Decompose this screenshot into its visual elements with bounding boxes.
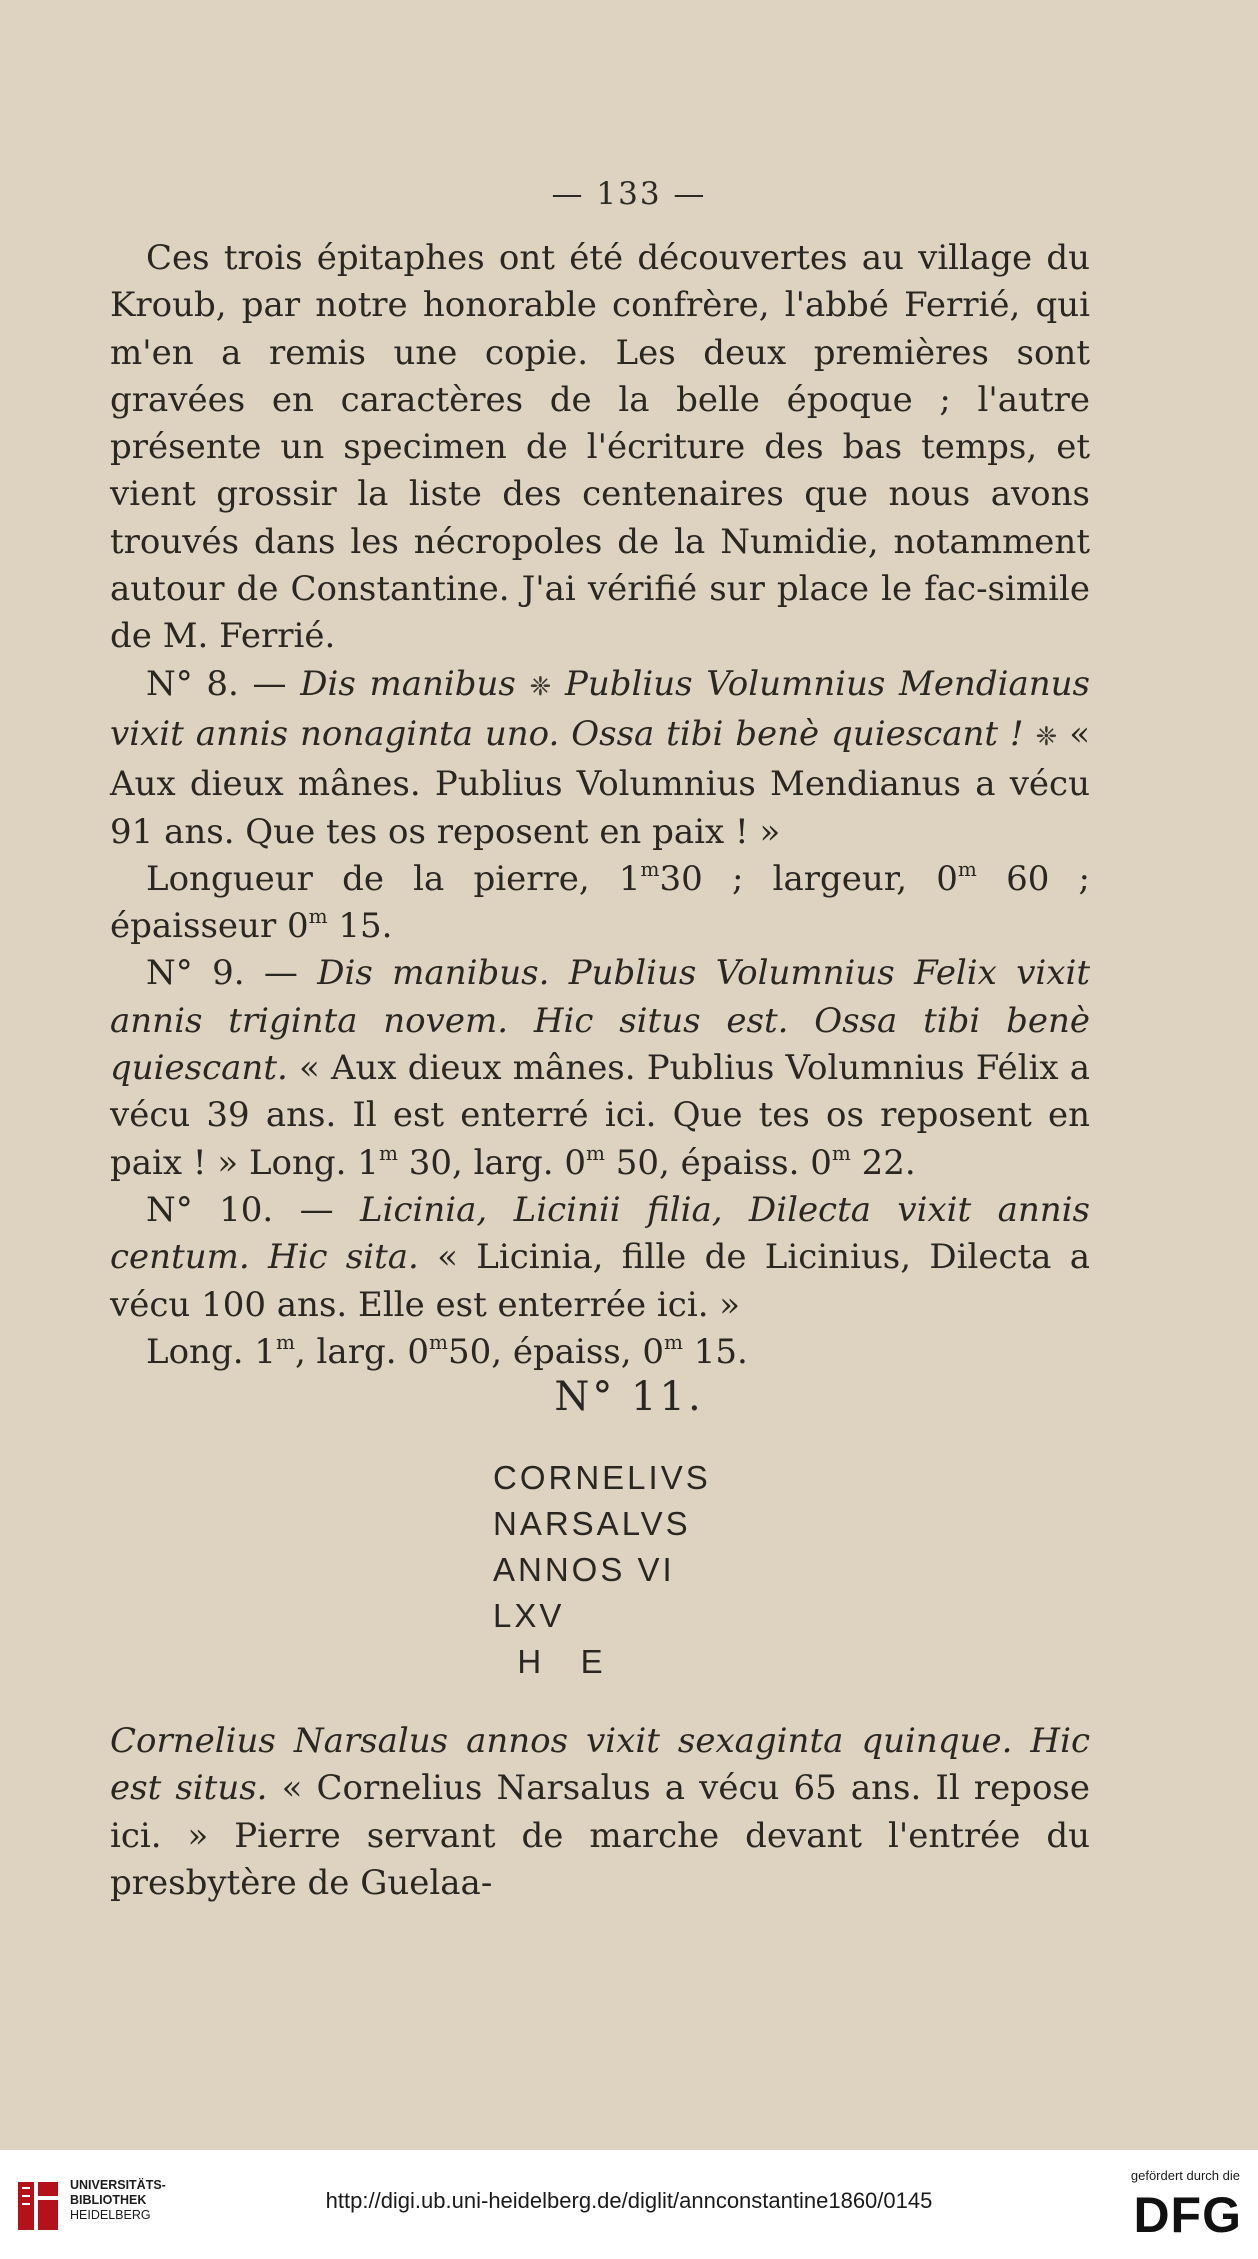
entry-11-translation [110,1718,1090,1907]
entry-10 [110,1187,1090,1329]
entry-10-label: N° 10. — [146,1189,334,1230]
inscription-line: H E [493,1643,606,1680]
entry-10-dimensions: Long. 1$^m$, larg. 0$^m$50, épaiss, 0$^m$ 15. [146,1329,748,1372]
page-number: — 133 — [551,176,707,212]
inscription-line: LXV [493,1597,565,1634]
entry-8-label: N° 8. — [146,663,287,704]
paragraph-intro: Ces trois épitaphes ont été découvertes au village du Kroub, par notre honorable confrère, l'abbé Ferrié, qui m'en a remis une copie. Les deux premières sont gravées en caractères de la belle époque ; l'autre présente un specimen de l'écriture des bas temps, et vient grossir la liste des centenaires que nous avons trouvés dans les nécropoles de la Numidie, notamment autour de Constantine. J'ai vérifié sur place le fac-simile de M. Ferrié. [110,238,1090,657]
inscription-block [493,1455,711,1685]
entry-11-latin: Cornelius Narsalus annos vixit sexaginta quinque. Hic est situs. [110,1721,1090,1809]
library-name: UNIVERSITÄTS- BIBLIOTHEK HEIDELBERG [70,2178,166,2222]
entry-9: N° 9. — Dis manibus. Publius Volumnius Felix vixit annis triginta novem. Hic situs est. Ossa tibi benè quiescant. « Aux dieux mânes. Publius Volumnius Félix a vécu 39 ans. Il est enterré ici. Que tes os reposent en paix ! » Long. 1$^m$ 30, larg. 0$^m$ 50, épaiss. 0$^m$ 22. [110,953,1090,1183]
dfg-logo: DFG [1133,2187,1242,2243]
entry-8-latin-a: Dis manibus [300,663,516,704]
entry-10-latin: Licinia, Licinii filia, Dilecta vixit annis centum. Hic sita. [110,1189,1091,1278]
entry-8-dimensions: Longueur de la pierre, 1$^m$30 ; largeur, 0$^m$ 60 ; épaisseur 0$^m$ 15. [110,856,1091,947]
entry-9-latin: Dis manibus. Publius Volumnius Felix vixit annis triginta novem. Hic situs est. Ossa tibi benè quiescant. [110,953,1090,1089]
entry-9-french: « Aux dieux mânes. Publius Volumnius Félix a vécu 39 ans. Il est enterré ici. Que tes os reposent en paix ! » Long. 1 [110,1048,1090,1183]
ornament-icon: ❈ [529,671,552,702]
entry-11-heading: N° 11. [554,1374,704,1420]
footer-bar [0,2150,1258,2259]
funding-caption: gefördert durch die [1130,2168,1240,2183]
inscription-line: CORNELIVS [493,1459,711,1496]
entry-9-label: N° 9. — [146,953,298,994]
entry-8-latin-b: Publius Volumnius Mendianus vixit annis nonaginta uno. Ossa tibi benè quiescant ! [110,663,1090,754]
inscription-line: ANNOS VI [493,1551,675,1588]
permalink-url[interactable]: http://digi.ub.uni-heidelberg.de/diglit/annconstantine1860/0145 [325,2188,933,2213]
entry-8-french: « Aux dieux mânes. Publius Volumnius Mendianus a vécu 91 ans. Que tes os reposent en paix ! » [110,713,1091,852]
entry-8 [110,661,1090,856]
entry-11-french: « Cornelius Narsalus a vécu 65 ans. Il repose ici. » Pierre servant de marche devant l'entrée du presbytère de Guelaa- [110,1768,1090,1903]
ornament-icon: ❈ [1035,721,1058,752]
inscription-line: NARSALVS [493,1505,691,1542]
entry-10-french: « Licinia, fille de Licinius, Dilecta a vécu 100 ans. Elle est enterrée ici. » [110,1237,1091,1325]
body-text [110,235,1090,1376]
